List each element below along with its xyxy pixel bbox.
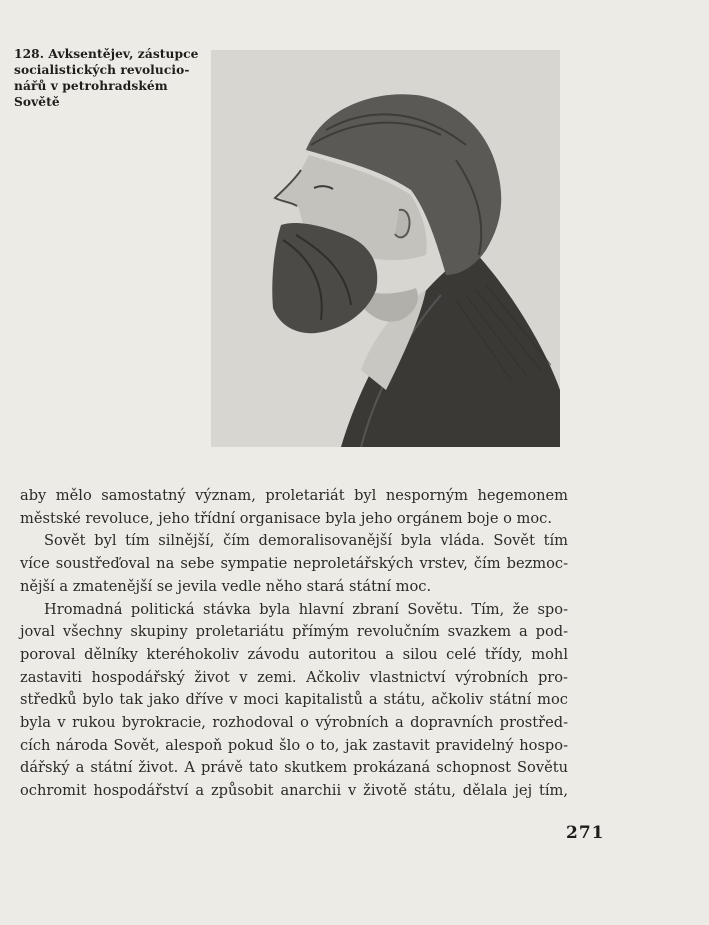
caption-line: nářů v petrohradském	[14, 79, 168, 93]
portrait-sketch	[211, 50, 560, 447]
text-line: Hromadná politická stávka byla hlavní zbraní Sovětu. Tím, že spo-	[44, 600, 568, 618]
text-line: městské revoluce, jeho třídní organisace byla jeho orgánem boje o moc.	[20, 509, 552, 527]
caption-line: socialistických revolucio-	[14, 63, 190, 77]
caption-line: Sovětě	[14, 95, 60, 109]
text-line: ochromit hospodářství a způsobit anarchii v životě státu, dělala jej tím,	[20, 782, 568, 800]
text-line: cích národa Sovět, alespoň pokud šlo o to, jak zastavit pravidelný hospo-	[20, 736, 568, 754]
text-line: zastaviti hospodářský život v zemi. Ačkoliv vlastnictví výrobních pro-	[20, 668, 568, 686]
text-line: nější a zmatenější se jevila vedle něho stará státní moc.	[20, 577, 432, 595]
caption-line: 128. Avksentějev, zástupce	[14, 47, 199, 61]
text-line: dářský a státní život. A právě tato skutkem prokázaná schopnost Sovětu	[20, 759, 568, 777]
text-line: středků bylo tak jako dříve v moci kapitalistů a státu, ačkoliv státní moc	[20, 691, 568, 709]
text-line: poroval dělníky kteréhokoliv závodu autoritou a silou celé třídy, mohl	[20, 645, 568, 663]
figure-caption	[14, 46, 209, 110]
portrait-illustration	[211, 50, 560, 447]
text-line: byla v rukou byrokracie, rozhodoval o výrobních a dopravních prostřed-	[20, 714, 568, 732]
text-line: více soustřeďoval na sebe sympatie neproletářských vrstev, čím bezmoc-	[20, 555, 568, 573]
text-line: aby mělo samostatný význam, proletariát byl nesporným hegemonem	[20, 487, 568, 504]
body-text	[20, 485, 568, 803]
text-line: Sovět byl tím silnější, čím demoralisovanější byla vláda. Sovět tím	[44, 532, 568, 550]
text-line: joval všechny skupiny proletariátu přímým revolučním svazkem a pod-	[20, 623, 568, 641]
page-number: 271	[566, 823, 605, 843]
